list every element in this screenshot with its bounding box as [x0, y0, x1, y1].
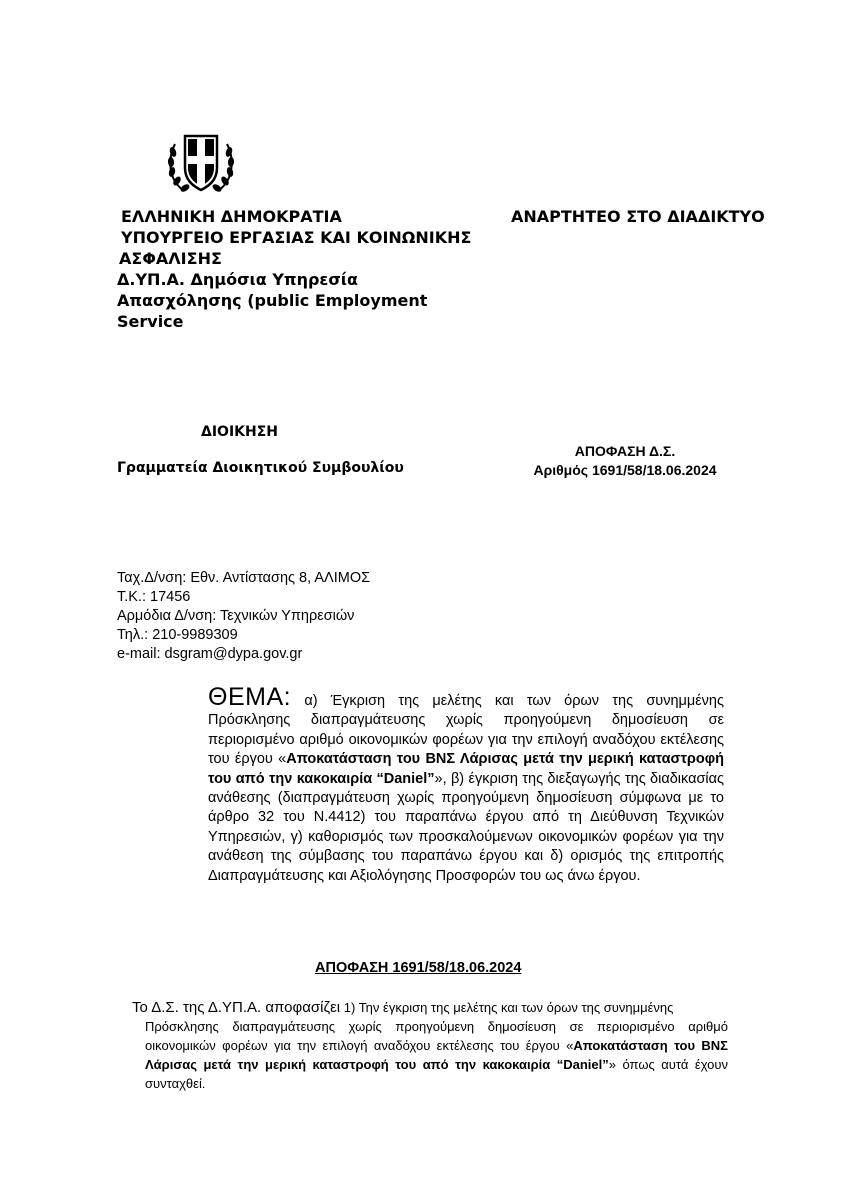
administration-label: ΔΙΟΙΚΗΣΗ — [201, 424, 278, 440]
decision-lead: Το Δ.Σ. της Δ.ΥΠ.Α. αποφασίζει — [132, 999, 341, 1016]
issuer-line: Service — [117, 312, 184, 331]
subject-paragraph — [208, 683, 724, 886]
issuer-line: Απασχόλησης (public Employment — [117, 291, 428, 310]
decision-text-3: » όπως αυτά έχουν συνταχθεί. — [145, 1057, 729, 1091]
subject-project-name: Αποκατάσταση του ΒΝΣ Λάρισας μετά την μερική καταστροφή του από την κακοκαιρία “Daniel” — [208, 751, 724, 787]
issuer-line: ΕΛΛΗΝΙΚΗ ΔΗΜΟΚΡΑΤΙΑ — [121, 207, 342, 226]
issuer-line: Δ.ΥΠ.Α. Δημόσια Υπηρεσία — [117, 270, 359, 289]
decision-title: ΑΠΟΦΑΣΗ Δ.Σ. — [574, 443, 676, 459]
decision-continuation — [145, 1017, 728, 1093]
secretariat-label: Γραμματεία Διοικητικού Συμβουλίου — [117, 460, 404, 476]
decision-text-2: Πρόσκλησης διαπραγμάτευσης χωρίς προηγούμενη δημοσίευση σε περιορισμένο αριθμό οικονομικών φορέων για την επιλογή αναδόχου εκτέλεσης του έργου « — [145, 1019, 728, 1053]
greek-coat-of-arms-emblem — [163, 124, 239, 200]
decision-heading: ΑΠΟΦΑΣΗ 1691/58/18.06.2024 — [315, 960, 522, 976]
postal-code: Τ.Κ.: 17456 — [117, 589, 191, 605]
department-line: Αρμόδια Δ/νση: Τεχνικών Υπηρεσιών — [117, 608, 355, 624]
decision-number: Αριθμός 1691/58/18.06.2024 — [533, 462, 717, 478]
decision-body — [132, 998, 728, 1093]
issuer-block — [117, 206, 477, 332]
decision-title-block — [520, 442, 730, 480]
decision-project-name: Αποκατάσταση του ΒΝΣ Λάρισας μετά την μερική καταστροφή του από την κακοκαιρία “Daniel” — [145, 1038, 728, 1072]
subject-text-2: », β) έγκριση της διεξαγωγής της διαδικασίας ανάθεσης (διαπραγμάτευση χωρίς προηγούμενη δημοσίευση σύμφωνα με το άρθρο 32 του Ν.4412) του παραπάνω έργου από τη Διεύθυνση Τεχνικών Υπηρεσιών, γ) καθορισμός των προσκαλούμενων οικονομικών φορέων για την ανάθεση της σύμβασης του παραπάνω έργου και δ) ορισμός της επιτροπής Διαπραγμάτευσης και Αξιολόγησης Προσφορών του ως άνω έργου. — [208, 770, 724, 884]
decision-text-1: 1) Την έγκριση της μελέτης και των όρων της συνημμένης — [340, 1000, 674, 1015]
issuer-line: ΑΣΦΑΛΙΣΗΣ — [119, 249, 222, 268]
subject-text-1: α) Έγκριση της μελέτης και των όρων της συνημμένης Πρόσκλησης διαπραγμάτευσης χωρίς προηγούμενη δημοσίευση σε περιορισμένο αριθμό οικονομικών φορέων για την επιλογή αναδόχου εκτέλεσης του έργου « — [208, 693, 724, 768]
posting-notice: ΑΝΑΡΤΗΤΕΟ ΣΤΟ ΔΙΑΔΙΚΤΥΟ — [511, 207, 765, 226]
address-line: Ταχ.Δ/νση: Εθν. Αντίστασης 8, ΑΛΙΜΟΣ — [117, 570, 371, 586]
phone-line: Τηλ.: 210-9989309 — [117, 627, 238, 643]
issuer-line: ΥΠΟΥΡΓΕΙΟ ΕΡΓΑΣΙΑΣ ΚΑΙ ΚΟΙΝΩΝΙΚΗΣ — [121, 228, 472, 247]
subject-label: ΘΕΜΑ: — [208, 683, 292, 711]
email-line: e-mail: dsgram@dypa.gov.gr — [117, 646, 303, 662]
contact-block — [117, 569, 370, 664]
